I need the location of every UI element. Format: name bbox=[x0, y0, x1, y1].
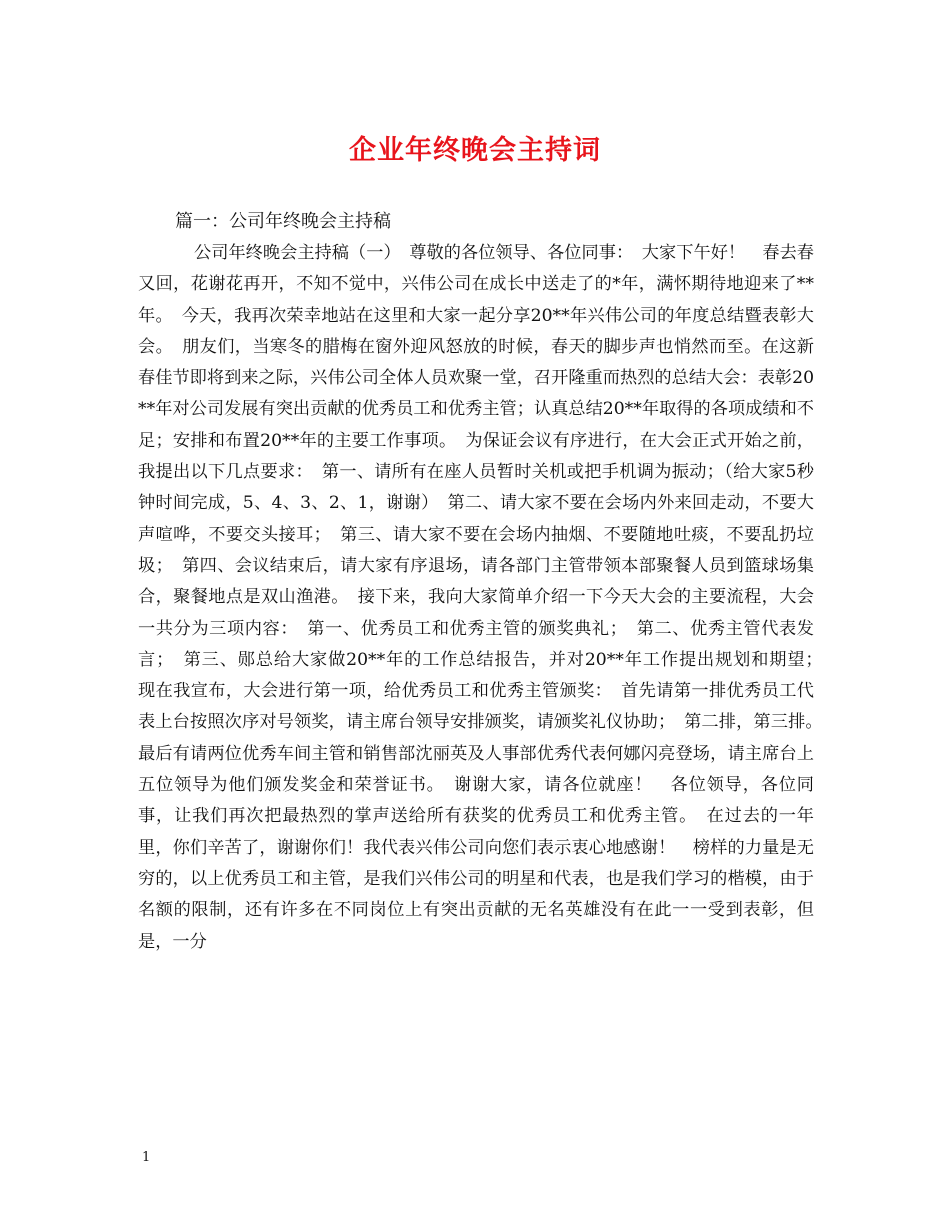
body-paragraph: 公司年终晚会主持稿（一） 尊敬的各位领导、各位同事： 大家下午好！ 春去春又回，花谢花再开，不知不觉中，兴伟公司在成长中送走了的*年，满怀期待地迎来了**年。 今天，我再次荣幸地站在这里和大家一起分享20**年兴伟公司的年度总结暨表彰大会。 朋友们，当寒冬的腊梅在窗外迎风怒放的时候，春天的脚步声也悄然而至。在这新春佳节即将到来之际，兴伟公司全体人员欢聚一堂，召开隆重而热烈的总结大会：表彰20**年对公司发展有突出贡献的优秀员工和优秀主管；认真总结20**年取得的各项成绩和不足；安排和布置20**年的主要工作事项。 为保证会议有序进行，在大会正式开始之前，我提出以下几点要求： 第一、请所有在座人员暂时关机或把手机调为振动；（给大家5秒钟时间完成，5、4、3、2、1，谢谢） 第二、请大家不要在会场内外来回走动，不要大声喧哗，不要交头接耳； 第三、请大家不要在会场内抽烟、不要随地吐痰，不要乱扔垃圾； 第四、会议结束后，请大家有序退场，请各部门主管带领本部聚餐人员到篮球场集合，聚餐地点是双山渔港。 接下来，我向大家简单介绍一下今天大会的主要流程，大会一共分为三项内容： 第一、优秀员工和优秀主管的颁奖典礼； 第二、优秀主管代表发言； 第三、郧总给大家做20**年的工作总结报告，并对20**年工作提出规划和期望； 现在我宣布，大会进行第一项，给优秀员工和优秀主管颁奖： 首先请第一排优秀员工代表上台按照次序对号领奖，请主席台领导安排颁奖，请颁奖礼仪协助； 第二排，第三排。 最后有请两位优秀车间主管和销售部沈丽英及人事部优秀代表何娜闪亮登场，请主席台上五位领导为他们颁发奖金和荣誉证书。 谢谢大家，请各位就座！ 各位领导，各位同事，让我们再次把最热烈的掌声送给所有获奖的优秀员工和优秀主管。 在过去的一年里，你们辛苦了，谢谢你们！我代表兴伟公司向您们表示衷心地感谢！ 榜样的力量是无穷的，以上优秀员工和主管，是我们兴伟公司的明星和代表，也是我们学习的楷模，由于名额的限制，还有许多在不同岗位上有突出贡献的无名英雄没有在此一一受到表彰，但是，一分 bbox=[138, 243, 832, 952]
section-heading: 篇一：公司年终晚会主持稿 bbox=[175, 211, 391, 232]
document-title: 企业年终晚会主持词 bbox=[349, 135, 601, 166]
page-number: 1 bbox=[142, 1150, 151, 1165]
